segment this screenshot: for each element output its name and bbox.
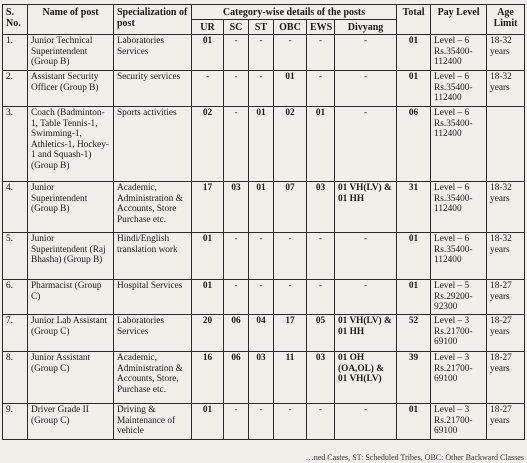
cell-pay: Level – 6 Rs.35400-112400 [431,35,487,71]
cell-spec: Sports activities [114,107,192,182]
header-row [3,5,525,20]
cell-ews: 05 [307,315,335,352]
header-pay: Pay Level [431,5,487,35]
table-row [3,315,525,352]
cell-total: 01 [397,280,431,315]
table-row [3,352,525,404]
cell-divyang: - [335,35,397,71]
cell-divyang: - [335,280,397,315]
cell-total: 52 [397,315,431,352]
cell-st: 01 [249,107,274,182]
cell-ur: 01 [192,233,224,280]
cell-age: 18-27 years [487,315,525,352]
cell-name: Pharmacist (Group C) [28,280,114,315]
cell-st: - [249,35,274,71]
cell-spec: Driving & Maintenance of vehicle [114,404,192,440]
cell-sno: 7. [3,315,28,352]
cell-ews: 03 [307,352,335,404]
cell-ur: 16 [192,352,224,404]
cell-st: 03 [249,352,274,404]
cell-spec: Academic, Administration & Accounts, Store Purchase etc. [114,182,192,233]
cell-name: Coach (Badminton-1, Table Tennis-1, Swimming-1, Athletics-1, Hockey-1 and Squash-1) (Group B) [28,107,114,182]
cell-total: 01 [397,71,431,107]
cell-sno: 8. [3,352,28,404]
cell-st: - [249,233,274,280]
cell-pay: Level – 3 Rs.21700-69100 [431,404,487,440]
cell-sc: 06 [224,315,249,352]
cell-st: 04 [249,315,274,352]
cell-divyang: - [335,233,397,280]
table-row [3,107,525,182]
header-age: Age Limit [487,5,525,35]
cell-name: Junior Lab Assistant (Group C) [28,315,114,352]
cell-sno: 2. [3,71,28,107]
header-category: Category-wise details of the posts [192,5,397,20]
cell-total: 39 [397,352,431,404]
cell-ews: - [307,280,335,315]
posts-table [2,4,525,440]
cell-name: Junior Superintendent (Group B) [28,182,114,233]
cell-ur: 01 [192,280,224,315]
cell-spec: Security services [114,71,192,107]
cell-pay: Level – 6 Rs.35400-112400 [431,71,487,107]
cell-obc: - [274,233,307,280]
footnote: …ned Castes, ST: Scheduled Tribes, OBC: Other Backward Classes [305,453,524,462]
cell-age: 18-32 years [487,182,525,233]
cell-sno: 5. [3,233,28,280]
table-row [3,280,525,315]
cell-sc: - [224,71,249,107]
cell-spec: Laboratories Services [114,315,192,352]
cell-sc: - [224,35,249,71]
cell-ur: 20 [192,315,224,352]
cell-pay: Level – 3 Rs.21700-69100 [431,352,487,404]
cell-ur: - [192,71,224,107]
cell-obc: 01 [274,71,307,107]
cell-obc: - [274,280,307,315]
cell-sc: - [224,404,249,440]
cell-name: Junior Technical Superintendent (Group B) [28,35,114,71]
cell-total: 06 [397,107,431,182]
cell-st: - [249,71,274,107]
cell-ews: 01 [307,107,335,182]
header-specialization: Specialization of post [114,5,192,35]
header-ews: EWS [307,20,335,35]
cell-divyang: 01 OH (OA,OL) & 01 VH(LV) [335,352,397,404]
header-sno: S. No. [3,5,28,35]
cell-pay: Level – 5 Rs.29200-92300 [431,280,487,315]
header-divyang: Divyang [335,20,397,35]
cell-spec: Laboratories Services [114,35,192,71]
table-row [3,233,525,280]
cell-divyang: - [335,404,397,440]
cell-divyang: 01 VH(LV) & 01 HH [335,182,397,233]
cell-age: 18-27 years [487,352,525,404]
cell-age: 18-32 years [487,233,525,280]
cell-obc: 07 [274,182,307,233]
cell-pay: Level – 6 Rs.35400-112400 [431,182,487,233]
cell-pay: Level – 3 Rs.21700-69100 [431,315,487,352]
cell-obc: 17 [274,315,307,352]
cell-sc: 03 [224,182,249,233]
cell-obc: - [274,404,307,440]
cell-st: - [249,404,274,440]
header-ur: UR [192,20,224,35]
header-total: Total [397,5,431,35]
cell-age: 18-32 years [487,35,525,71]
cell-sno: 9. [3,404,28,440]
cell-obc: - [274,35,307,71]
cell-ews: 03 [307,182,335,233]
cell-obc: 02 [274,107,307,182]
cell-total: 31 [397,182,431,233]
cell-st: - [249,280,274,315]
cell-sno: 4. [3,182,28,233]
cell-age: 18-32 years [487,71,525,107]
cell-sno: 3. [3,107,28,182]
cell-spec: Hindi/English translation work [114,233,192,280]
cell-sc: 06 [224,352,249,404]
cell-name: Junior Superintendent (Raj Bhasha) (Group B) [28,233,114,280]
cell-sc: - [224,233,249,280]
cell-spec: Hospital Services [114,280,192,315]
cell-total: 01 [397,35,431,71]
cell-ur: 17 [192,182,224,233]
cell-ur: 01 [192,35,224,71]
header-obc: OBC [274,20,307,35]
cell-ews: - [307,71,335,107]
cell-ews: - [307,233,335,280]
cell-ews: - [307,35,335,71]
cell-obc: 11 [274,352,307,404]
table-row [3,404,525,440]
table-row [3,71,525,107]
cell-pay: Level – 6 Rs.35400-112400 [431,107,487,182]
cell-name: Assistant Security Officer (Group B) [28,71,114,107]
cell-total: 01 [397,404,431,440]
cell-pay: Level – 6 Rs.35400-112400 [431,233,487,280]
cell-total: 01 [397,233,431,280]
header-st: ST [249,20,274,35]
cell-divyang: - [335,107,397,182]
cell-name: Driver Grade II (Group C) [28,404,114,440]
cell-sno: 6. [3,280,28,315]
header-name: Name of post [28,5,114,35]
cell-spec: Academic, Administration & Accounts, Store, Purchase etc. [114,352,192,404]
cell-ur: 02 [192,107,224,182]
cell-age: 18-27 years [487,404,525,440]
cell-divyang: 01 VH(LV) & 01 HH [335,315,397,352]
table-row [3,35,525,71]
cell-ews: - [307,404,335,440]
table-row [3,182,525,233]
cell-age: 18-27 years [487,280,525,315]
cell-name: Junior Assistant (Group C) [28,352,114,404]
cell-sno: 1. [3,35,28,71]
header-sc: SC [224,20,249,35]
cell-divyang: - [335,71,397,107]
cell-sc: - [224,280,249,315]
cell-age [487,107,525,182]
cell-st: 01 [249,182,274,233]
cell-sc: - [224,107,249,182]
cell-ur: 01 [192,404,224,440]
